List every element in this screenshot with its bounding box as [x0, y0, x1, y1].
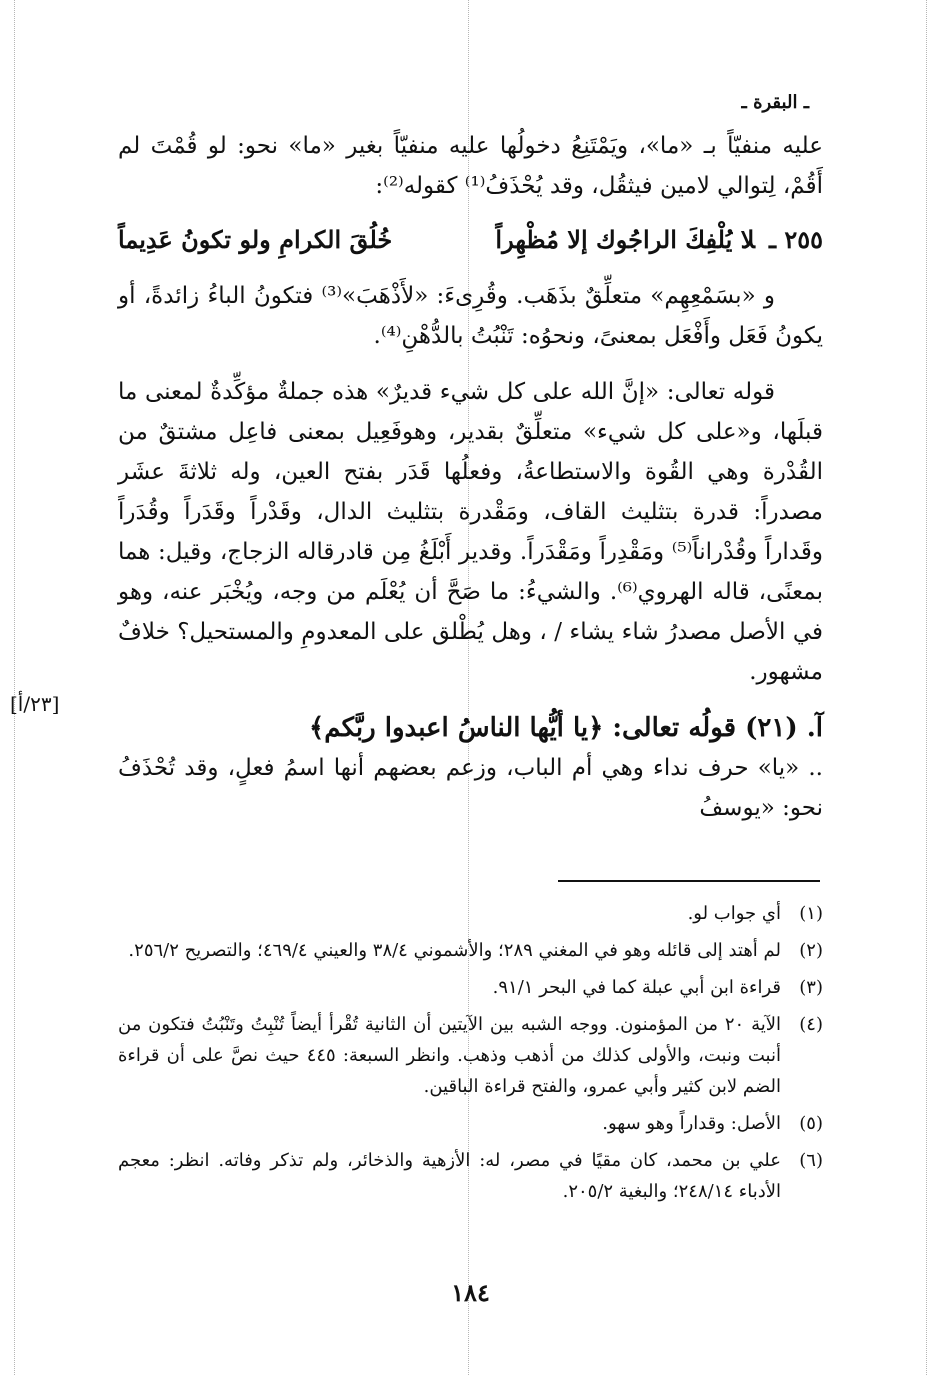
footnotes [118, 898, 823, 1213]
running-head: ـ البقرة ـ [741, 92, 809, 113]
fold-line [14, 0, 15, 1375]
verse-first-hemistich: ٢٥٥ ـلا يُلْفِكَ الراجُوك إلا مُظْهِراً [495, 225, 823, 254]
verse-line [118, 220, 823, 260]
page-number: ١٨٤ [451, 1278, 490, 1307]
footnote-number: (٤) [799, 1014, 823, 1035]
footnote-number: (٢) [799, 940, 823, 961]
fold-line [926, 0, 927, 1375]
verse-number: ٢٥٥ ـ [768, 225, 823, 254]
paragraph: عليه منفيّاً بـ «ما»، ويَمْتَنِعُ دخولُها عليه منفيّاً بغير «ما» نحو: لو قُمْتَ لم أَقُمْ، لِتوالي لامين فيثقُل، وقد يُحْذَفُ⁽¹⁾ كقوله⁽²⁾: [118, 133, 823, 199]
footnote [118, 898, 823, 929]
footnote-number: (٦) [799, 1150, 823, 1171]
footnote [118, 972, 823, 1003]
footnote [118, 1108, 823, 1139]
footnote-text: أي جواب لو. [687, 903, 781, 924]
paragraph: و «بسَمْعِهِم» متعلِّقٌ بذَهَب. وقُرِىءَ: «لأَذْهَبَ»⁽³⁾ فتكونُ الباءُ زائدةً، أو يكونُ فَعَل وأَفْعَل بمعنىً، ونحوُه: تَنْبُتُ بالدُّهْنِ⁽⁴⁾. [118, 283, 823, 349]
footnote-number: (١) [799, 903, 823, 924]
footnote-text: لم أهتد إلى قائله وهو في المغني ٢٨٩؛ والأشموني ٣٨/٤ والعيني ٤٦٩/٤؛ والتصريح ٢٥٦/٢. [128, 940, 781, 961]
paragraph: .. «يا» حرف نداء وهي أم الباب، وزعم بعضهم أنها اسمُ فعلٍ، وقد تُحْذَفُ نحو: «يوسفُ [118, 755, 823, 821]
footnote-number: (٣) [799, 977, 823, 998]
main-text [118, 126, 823, 828]
footnote-text: علي بن محمد، كان مقيًا في مصر، له: الأزهية والذخائر، ولم تذكر وفاته. انظر: معجم الأدباء ٢٤٨/١٤؛ والبغية ٢٠٥/٢. [118, 1150, 781, 1202]
footnote-text: قراءة ابن أبي عبلة كما في البحر ٩١/١. [492, 977, 781, 998]
footnote-separator [558, 880, 820, 882]
footnote [118, 1009, 823, 1102]
footnote-text: الآية ٢٠ من المؤمنون. ووجه الشبه بين الآيتين أن الثانية تُقْرأ أيضاً تُنْبِتُ وتَنْبُتُ فتكون من أنبت ونبت، والأولى كذلك من أذهب وذهب. وانظر السبعة: ٤٤٥ حيث نصَّ على أن قراءة الضم لابن كثير وأبي عمرو، والفتح قراءة الباقين. [118, 1014, 782, 1097]
paragraph: قوله تعالى: «إنَّ الله على كل شيء قديرٌ» هذه جملةٌ مؤكِّدةٌ لمعنى ما قبلَها، و«على كل شيء» متعلِّقٌ بقدير، وهوفَعِيل بمعنى فاعِل مشتقٌ من القُدْرة وهي القُوة والاستطاعةُ، وفعلُها قَدَر بفتح العين، وله ثلاثةَ عشَر مصدراً: قدرة بتثليث القاف، ومَقْدرة بتثليث الدال، وقَدْراً وقَدَراً وقُدَراً وقَداراً وقُدْراناً⁽⁵⁾ ومَقْدِراً ومَقْدَراً. وقدير أَبْلَغُ مِن قادرقاله الزجاج، وقيل: هما بمعنًى، قاله الهروي⁽⁶⁾. والشيءُ: ما صَحَّ أن يُعْلَم من وجه، ويُخْبَر عنه، وهو في الأصل مصدرُ شاء يشاء / ، وهل يُطْلق على المعدومِ والمستحيل؟ خلافٌ مشهور. [118, 379, 823, 685]
footnote [118, 935, 823, 966]
ayah-heading: آ. (٢١) قولُه تعالى: ﴿يا أيُّها الناسُ اعبدوا ربَّكم﴾ [309, 713, 823, 743]
footnote-text: الأصل: وقداراً وهو سهو. [602, 1113, 781, 1134]
verse-second-hemistich: خُلُقَ الكرامِ ولو تكونُ عَدِيماً [118, 225, 393, 254]
footnote-number: (٥) [799, 1113, 823, 1134]
manuscript-folio-ref: [٢٣/أ] [10, 692, 60, 716]
footnote [118, 1145, 823, 1207]
